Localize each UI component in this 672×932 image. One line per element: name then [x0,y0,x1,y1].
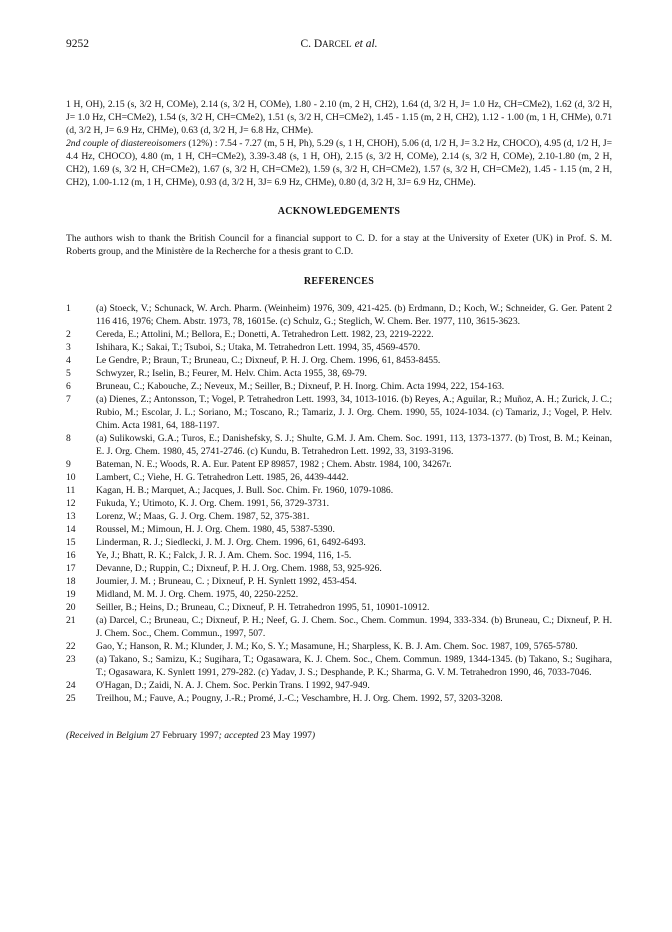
reference-text: (a) Sulikowski, G.A.; Turos, E.; Danishefsky, S. J.; Shulte, G.M. J. Am. Chem. Soc. 1991, 113, 1373-1377. (b) Trost, B. M.; Keinan, E. J. Org. Chem. 1980, 45, 2741-2746. (c) Kundu, B. Tetrahedron Lett. 1992, 33, 3193-3196. [96,433,612,457]
reference-item [66,484,612,497]
reference-number: 24 [66,680,76,691]
reference-list [66,302,612,705]
reference-text: Lambert, C.; Viehe, H. G. Tetrahedron Lett. 1985, 26, 4439-4442. [96,472,349,483]
spectral-data-paragraph: 1 H, OH), 2.15 (s, 3/2 H, COMe), 2.14 (s, 3/2 H, COMe), 1.80 - 2.10 (m, 2 H, CH2), 1.64 (d, 3/2 H, J= 1.0 Hz, CH=CMe2), 1.62 (d, 3/2 H, J= 1.0 Hz, CH=CMe2), 1.54 (s, 3/2 H, CH=CMe2), 1.51 (s, 3/2 H, CH=CMe2), 1.45 - 1.15 (m, 2 H, CH2), 1.12 - 1.00 (m, 1 H, CHMe), 0.71 (d, 3/2 H, J= 6.9 Hz, CHMe), 0.63 (d, 3/2 H, J= 6.8 Hz, CHMe). [66,99,612,136]
reference-number: 23 [66,654,76,665]
reference-item [66,523,612,536]
reference-number: 12 [66,498,76,509]
reference-text: Lorenz, W.; Maas, G. J. Org. Chem. 1987, 52, 375-381. [96,511,310,522]
reference-text: Schwyzer, R.; Iselin, B.; Feurer, M. Helv. Chim. Acta 1955, 38, 69-79. [96,368,367,379]
reference-number: 22 [66,641,76,652]
reference-text: (a) Stoeck, V.; Schunack, W. Arch. Pharm. (Weinheim) 1976, 309, 421-425. (b) Erdmann, D.; Koch, W.; Schneider, G. Ger. Patent 2 116 416, 1976; Chem. Abstr. 1973, 78, 16015e. (c) Schulz, G.; Steglich, W. Chem. Ber. 1977, 110, 3615-3623. [96,303,612,327]
second-couple-text: (12%) : 7.54 - 7.27 (m, 5 H, Ph), 5.29 (s, 1 H, CHOH), 5.06 (d, 1/2 H, J= 3.2 Hz, CHOCO), 4.95 (d, 1/2 H, J= 4.4 Hz, CHOCO), 4.80 (m, 1 H, CH=CMe2), 3.39-3.48 (s, 1 H, OH), 2.15 (s, 3/2 H, COMe), 2.14 (s, 3/2 H, COMe), 2.10-1.80 (m, 2 H, CH2), 1.69 (s, 3/2 H, CH=CMe2), 1.67 (s, 3/2 H, CH=CMe2), 1.59 (s, 3/2 H, CH=CMe2), 1.57 (s, 3/2 H, CH=CMe2), 1.45 - 1.15 (m, 2 H, CH2), 1.00-1.12 (m, 1 H, CHMe), 0.93 (d, 3/2 H, 3J= 6.9 Hz, CHMe), 0.80 (d, 3/2 H, 3J= 6.9 Hz, CHMe). [66,138,612,188]
reference-item [66,575,612,588]
reference-number: 3 [66,342,71,353]
reference-text: Le Gendre, P.; Braun, T.; Bruneau, C.; Dixneuf, P. H. J. Org. Chem. 1996, 61, 8453-8455. [96,355,441,366]
received-dates [66,729,612,742]
reference-text: Linderman, R. J.; Siedlecki, J. M. J. Org. Chem. 1996, 61, 6492-6493. [96,537,366,548]
reference-text: (a) Darcel, C.; Bruneau, C.; Dixneuf, P. H.; Neef, G. J. Chem. Soc., Chem. Commun. 1994, 333-334. (b) Bruneau, C.; Dixneuf, P. H. J. Chem. Soc., Chem. Commun., 1997, 507. [96,615,612,639]
reference-number: 21 [66,615,76,626]
reference-item [66,341,612,354]
reference-text: Joumier, J. M. ; Bruneau, C. ; Dixneuf, P. H. Synlett 1992, 453-454. [96,576,357,587]
reference-text: Fukuda, Y.; Utimoto, K. J. Org. Chem. 1991, 56, 3729-3731. [96,498,330,509]
reference-number: 14 [66,524,76,535]
received-prefix: (Received in Belgium [66,730,151,741]
reference-item [66,679,612,692]
reference-number: 9 [66,459,71,470]
reference-number: 20 [66,602,76,613]
reference-number: 5 [66,368,71,379]
reference-number: 2 [66,329,71,340]
reference-text: Midland, M. M. J. Org. Chem. 1975, 40, 2250-2252. [96,589,299,600]
reference-item [66,497,612,510]
reference-item [66,653,612,679]
reference-item [66,393,612,432]
reference-text: (a) Dienes, Z.; Antonsson, T.; Vogel, P. Tetrahedron Lett. 1993, 34, 1013-1016. (b) Reyes, A.; Aguilar, R.; Muñoz, A. H.; Zurick, J. C.; Rubio, M.; Escolar, J. L.; Soriano, M.; Toscano, R.; Tamariz, J. J. Org. Chem. 1990, 55, 1024-1034. (c) Tamariz, J.; Vogel, P. Helv. Chim. Acta 1981, 64, 188-1197. [96,394,612,431]
reference-number: 19 [66,589,76,600]
reference-text: Treilhou, M.; Fauve, A.; Pougny, J.-R.; Promé, J.-C.; Veschambre, H. J. Org. Chem. 1992, 57, 3203-3208. [96,693,503,704]
reference-text: Gao, Y.; Hanson, R. M.; Klunder, J. M.; Ko, S. Y.; Masamune, H.; Sharpless, K. B. J. Am. Chem. Soc. 1987, 109, 5765-5780. [96,641,578,652]
reference-number: 13 [66,511,76,522]
reference-text: Devanne, D.; Ruppin, C.; Dixneuf, P. H. J. Org. Chem. 1988, 53, 925-926. [96,563,382,574]
acknowledgements-heading: ACKNOWLEDGEMENTS [277,206,401,217]
running-head-author-smallcaps: ARCEL [322,39,352,49]
reference-number: 16 [66,550,76,561]
reference-text: Kagan, H. B.; Marquet, A.; Jacques, J. Bull. Soc. Chim. Fr. 1960, 1079-1086. [96,485,394,496]
reference-item [66,588,612,601]
acknowledgements-text: The authors wish to thank the British Council for a financial support to C. D. for a stay at the University of Exeter (UK) in Prof. S. M. Roberts group, and the Ministère de la Recherche for a thesis grant to C.D. [66,233,612,257]
reference-number: 15 [66,537,76,548]
reference-number: 7 [66,394,71,405]
reference-text: (a) Takano, S.; Samizu, K.; Sugihara, T.; Ogasawara, K. J. Chem. Soc., Chem. Commun. 1989, 1344-1345. (b) Takano, S.; Sugihara, T.; Ogasawara, K. Synlett 1991, 279-282. (c) Yadav, J. S.; Desphande, P. K.; Sharma, G. V. M. Tetrahedron 1990, 46, 7033-7046. [96,654,612,678]
reference-number: 4 [66,355,71,366]
running-head [66,36,612,52]
reference-number: 18 [66,576,76,587]
references-heading: REFERENCES [303,276,375,287]
reference-number: 8 [66,433,71,444]
reference-item [66,328,612,341]
reference-item [66,692,612,705]
page-number: 9252 [66,38,89,50]
second-couple-paragraph [66,137,612,189]
reference-number: 25 [66,693,76,704]
reference-text: Seiller, B.; Heins, D.; Bruneau, C.; Dixneuf, P. H. Tetrahedron 1995, 51, 10901-10912. [96,602,430,613]
second-couple-label: 2nd couple of diastereoisomers [66,138,186,149]
reference-text: Ye, J.; Bhatt, R. K.; Falck, J. R. J. Am. Chem. Soc. 1994, 116, 1-5. [96,550,352,561]
reference-item [66,510,612,523]
reference-text: Ishihara, K.; Sakai, T.; Tsuboi, S.; Utaka, M. Tetrahedron Lett. 1994, 35, 4569-4570. [96,342,421,353]
received-middle: ; accepted [218,730,261,741]
reference-number: 10 [66,472,76,483]
reference-item [66,458,612,471]
reference-text: Cereda, E.; Attolini, M.; Bellora, E.; Donetti, A. Tetrahedron Lett. 1982, 23, 2219-2222. [96,329,434,340]
reference-text: Bateman, N. E.; Woods, R. A. Eur. Patent EP 89857, 1982 ; Chem. Abstr. 1984, 100, 34267r. [96,459,452,470]
reference-item [66,640,612,653]
received-date: 27 February 1997 [150,730,219,741]
page-header [66,36,612,52]
reference-item [66,367,612,380]
reference-item [66,549,612,562]
reference-text: O'Hagan, D.; Zaidi, N. A. J. Chem. Soc. Perkin Trans. I 1992, 947-949. [96,680,370,691]
reference-item [66,614,612,640]
running-head-author: C. D [300,38,323,50]
reference-text: Bruneau, C.; Kabouche, Z.; Neveux, M.; Seiller, B.; Dixneuf, P. H. Inorg. Chim. Acta 1994, 222, 154-163. [96,381,505,392]
reference-item [66,302,612,328]
reference-item [66,601,612,614]
reference-item [66,432,612,458]
reference-item [66,562,612,575]
reference-number: 6 [66,381,71,392]
accepted-date: 23 May 1997 [260,730,312,741]
running-head-etal: et al. [354,38,378,50]
reference-item [66,471,612,484]
received-suffix: ) [311,730,316,741]
reference-item [66,354,612,367]
reference-item [66,536,612,549]
reference-number: 1 [66,303,71,314]
reference-number: 11 [66,485,76,496]
reference-text: Roussel, M.; Mimoun, H. J. Org. Chem. 1980, 45, 5387-5390. [96,524,335,535]
reference-item [66,380,612,393]
reference-number: 17 [66,563,76,574]
page-body [66,98,612,752]
